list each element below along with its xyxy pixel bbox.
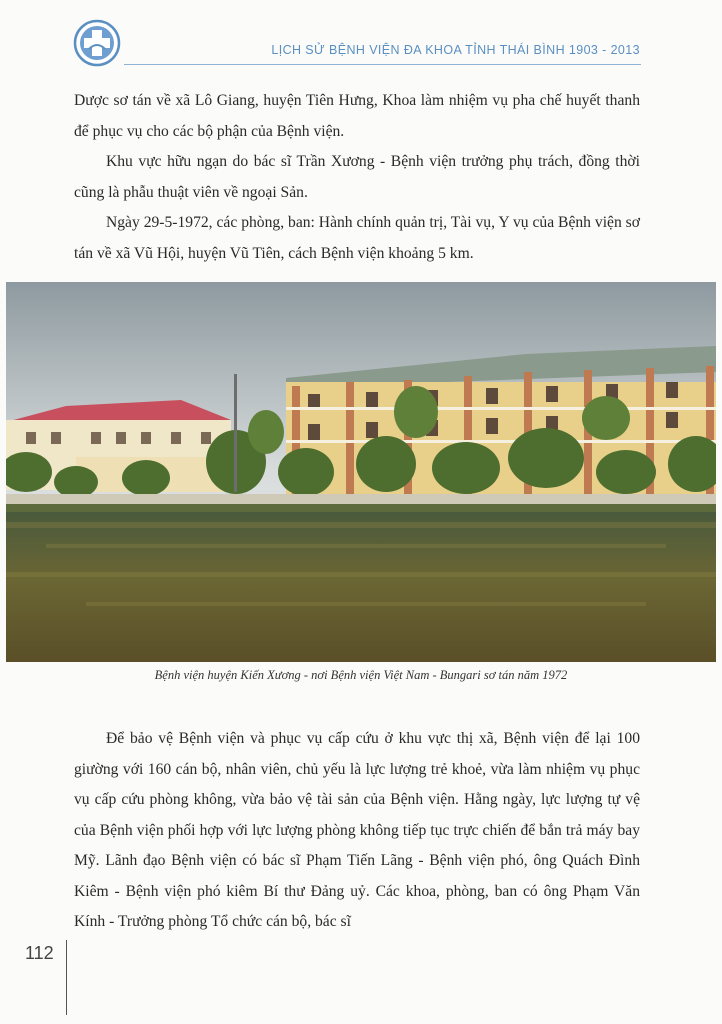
page-number: 112 [25, 943, 54, 963]
hospital-photo [6, 282, 716, 662]
paragraph-4: Để bảo vệ Bệnh viện và phục vụ cấp cứu ở khu vực thị xã, Bệnh viện để lại 100 giường với 160 cán bộ, nhân viên, chủ yếu là lực lượng trẻ khoẻ, vừa làm nhiệm vụ phục vụ cấp cứu phòng không, vừa bảo vệ tài sản của Bệnh viện. Hằng ngày, lực lượng tự vệ của Bệnh viện phối hợp với lực lượng phòng không tiếp tục trực chiến để bắn trả máy bay Mỹ. Lãnh đạo Bệnh viện có bác sĩ Phạm Tiến Lãng - Bệnh viện phó, ông Quách Đình Kiêm - Bệnh viện phó kiêm Bí thư Đảng uỷ. Các khoa, phòng, ban có ông Phạm Văn Kính - Trưởng phòng Tổ chức cán bộ, bác sĩ [74, 730, 640, 930]
running-header-title: LỊCH SỬ BỆNH VIỆN ĐA KHOA TỈNH THÁI BÌNH 1903 - 2013 [271, 43, 640, 57]
photo-caption: Bệnh viện huyện Kiến Xương - nơi Bệnh viện Việt Nam - Bungari sơ tán năm 1972 [154, 668, 568, 682]
paragraph-2: Khu vực hữu ngạn do bác sĩ Trần Xương - Bệnh viện trưởng phụ trách, đồng thời cũng là phẫu thuật viên về ngoại Sản. [74, 153, 640, 201]
footer-divider [66, 940, 67, 1015]
hospital-cross-logo-icon [73, 19, 121, 67]
paragraph-1: Dược sơ tán về xã Lô Giang, huyện Tiên Hưng, Khoa làm nhiệm vụ pha chế huyết thanh để phục vụ cho các bộ phận của Bệnh viện. [74, 92, 640, 140]
paragraph-3: Ngày 29-5-1972, các phòng, ban: Hành chính quản trị, Tài vụ, Y vụ của Bệnh viện sơ tán về xã Vũ Hội, huyện Vũ Tiên, cách Bệnh viện khoảng 5 km. [74, 214, 640, 262]
header-divider [124, 64, 641, 65]
